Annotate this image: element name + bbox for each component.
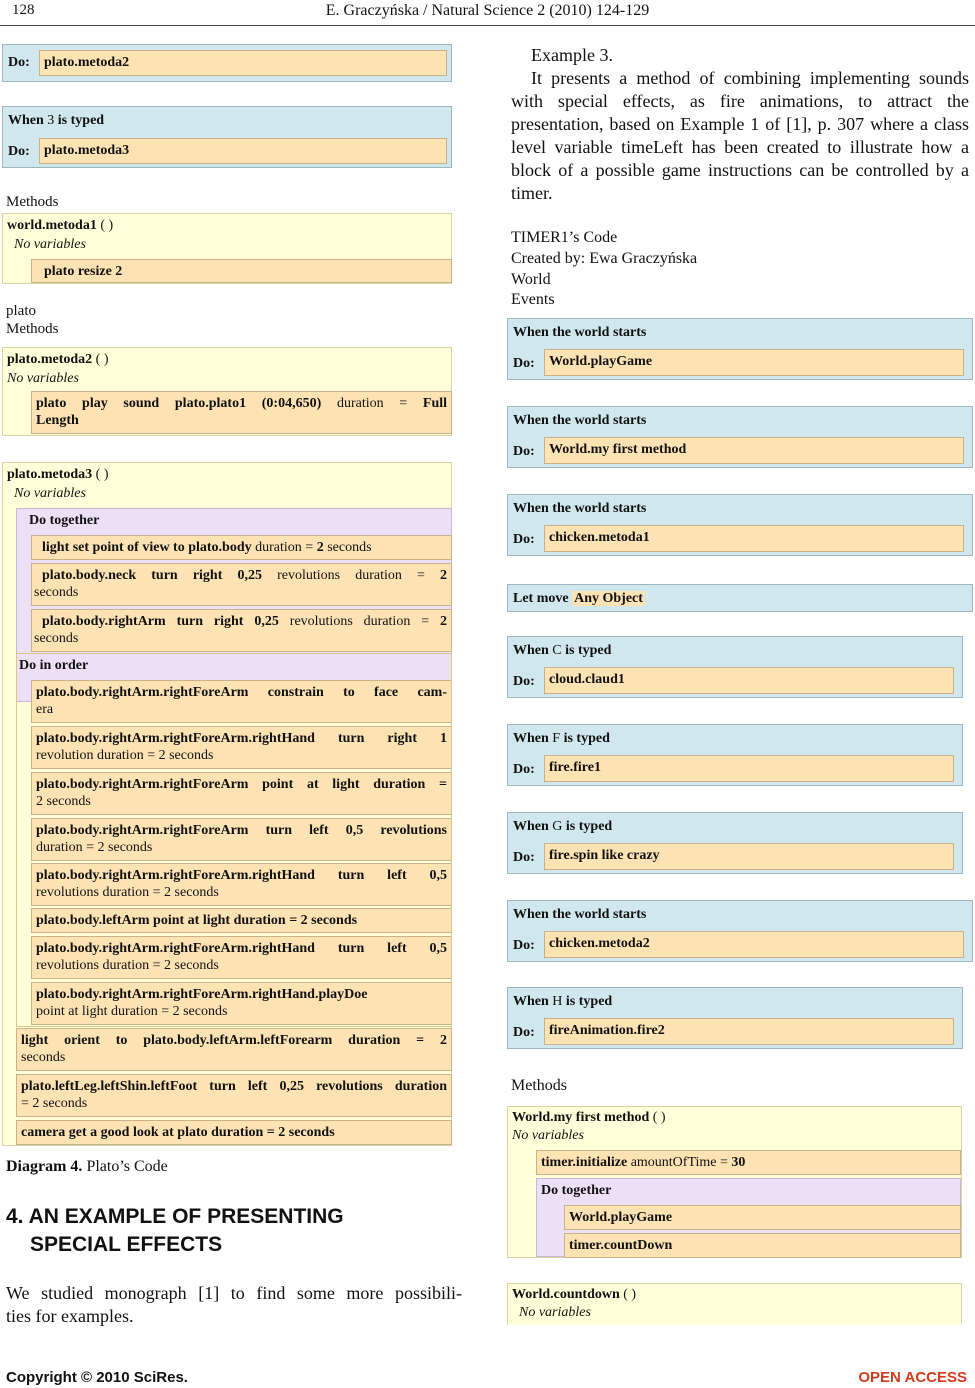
event-block — [507, 318, 973, 380]
do-label: Do: — [8, 55, 30, 70]
running-title: E. Graczyńska / Natural Science 2 (2010) 124-129 — [325, 2, 650, 19]
no-variables: No variables — [7, 371, 79, 386]
method-header: World.my first method ( ) — [512, 1110, 666, 1125]
together-item: light set point of view to plato.body duration = 2 seconds — [31, 535, 452, 560]
do-label: Do: — [8, 144, 30, 159]
together-item: plato.body.rightArm turn right 0,25 revolutions duration = 2 seconds — [31, 609, 452, 652]
open-access-label: OPEN ACCESS — [858, 1369, 967, 1386]
no-variables: No variables — [14, 237, 86, 252]
statement-timer-initialize: timer.initialize amountOfTime = 30 — [536, 1150, 961, 1175]
do-label: Do: — [513, 674, 535, 689]
do-in-order-label: Do in order — [19, 658, 89, 673]
event-title: When 3 is typed — [8, 113, 105, 128]
do-label: Do: — [513, 444, 535, 459]
do-statement: World.my first method — [544, 437, 964, 464]
do-label: Do: — [513, 1025, 535, 1040]
order-item: plato.body.rightArm.rightForeArm.rightHand turn left 0,5 revolutions duration = 2 seconds — [31, 936, 452, 979]
methods-label: Methods — [6, 321, 59, 337]
do-label: Do: — [513, 762, 535, 777]
together-item: timer.countDown — [564, 1233, 961, 1258]
event-title: When the world starts — [513, 413, 647, 428]
code-title: TIMER1’s Code — [511, 229, 618, 246]
together-item: plato.body.neck turn right 0,25 revolutions duration = 2 seconds — [31, 563, 452, 606]
do-statement: World.playGame — [544, 349, 964, 376]
header-rule — [0, 25, 975, 26]
figure-caption: Diagram 4. Plato’s Code — [6, 1158, 168, 1175]
method-world-metoda1 — [2, 213, 452, 284]
event-block — [507, 724, 963, 786]
section-heading: 4. AN EXAMPLE OF PRESENTING SPECIAL EFFECTS — [6, 1205, 344, 1256]
method-header: World.countdown ( ) — [512, 1287, 637, 1302]
do-label: Do: — [513, 938, 535, 953]
copyright: Copyright © 2010 SciRes. — [6, 1369, 188, 1386]
do-statement: fireAnimation.fire2 — [544, 1018, 954, 1045]
do-plato-metoda2-block — [2, 44, 452, 82]
methods-label: Methods — [6, 194, 59, 210]
method-plato-metoda3 — [2, 462, 452, 1146]
event-title: When the world starts — [513, 501, 647, 516]
event-block — [507, 494, 973, 556]
do-statement: chicken.metoda2 — [544, 931, 964, 958]
do-label: Do: — [513, 850, 535, 865]
order-item: plato.body.rightArm.rightForeArm.rightHand turn right 1 revolution duration = 2 seconds — [31, 726, 452, 769]
do-together-label: Do together — [29, 513, 100, 528]
tail-item: light orient to plato.body.leftArm.leftForearm duration = 2 seconds — [16, 1028, 452, 1071]
do-statement: fire.fire1 — [544, 755, 954, 782]
no-variables: No variables — [14, 486, 86, 501]
event-title: When C is typed — [513, 643, 612, 658]
do-label: Do: — [513, 356, 535, 371]
order-item: plato.body.rightArm.rightForeArm turn left 0,5 revolutions duration = 2 seconds — [31, 818, 452, 861]
tail-item: plato.leftLeg.leftShin.leftFoot turn left 0,25 revolutions duration = 2 seconds — [16, 1074, 452, 1117]
event-title: When the world starts — [513, 907, 647, 922]
let-move-block — [507, 584, 973, 612]
page-number: 128 — [12, 2, 35, 18]
do-statement: chicken.metoda1 — [544, 525, 964, 552]
statement-play-sound: plato play sound plato.plato1 (0:04,650) duration = Full Length — [31, 391, 452, 434]
event-when-3-typed — [2, 106, 452, 168]
method-world-countdown — [507, 1283, 962, 1325]
event-block — [507, 812, 963, 874]
do-statement: fire.spin like crazy — [544, 843, 954, 870]
event-block — [507, 636, 963, 698]
paragraph: We studied monograph [1] to find some more possibili- ties for examples. — [6, 1283, 462, 1326]
do-statement: plato.metoda3 — [39, 138, 447, 164]
order-item: plato.body.rightArm.rightForeArm.rightHand turn left 0,5 revolutions duration = 2 seconds — [31, 863, 452, 906]
event-title: When F is typed — [513, 731, 610, 746]
event-block — [507, 987, 963, 1049]
method-plato-metoda2 — [2, 347, 452, 436]
do-together-block: Do together — [536, 1178, 961, 1257]
method-header: plato.metoda3 ( ) — [7, 467, 109, 482]
order-item: plato.body.rightArm.rightForeArm constrain to face cam- era — [31, 680, 452, 723]
method-my-first-method — [507, 1106, 962, 1258]
order-item: plato.body.rightArm.rightForeArm.rightHand.playDoe point at light duration = 2 seconds — [31, 982, 452, 1025]
no-variables: No variables — [519, 1305, 591, 1320]
tail-item: camera get a good look at plato duration = 2 seconds — [16, 1120, 452, 1145]
example-title: Example 3. — [531, 45, 613, 65]
event-block — [507, 900, 973, 962]
world-label: World — [511, 271, 551, 288]
order-item: plato.body.leftArm point at light duration = 2 seconds — [31, 908, 452, 933]
event-title: When H is typed — [513, 994, 613, 1009]
event-block — [507, 406, 973, 468]
method-header: plato.metoda2 ( ) — [7, 352, 109, 367]
together-item: World.playGame — [564, 1205, 961, 1230]
events-label: Events — [511, 291, 555, 308]
do-statement: cloud.claud1 — [544, 667, 954, 694]
method-header: world.metoda1 ( ) — [7, 218, 114, 233]
event-title: When the world starts — [513, 325, 647, 340]
do-label: Do: — [513, 532, 535, 547]
statement-plato-resize: plato resize 2 — [31, 259, 452, 283]
example-paragraph: It presents a method of combining implementing sounds with special effects, as fire animations, to attract the presentation, based on Example 1 of [1], p. 307 where a class level variable timeLeft has been created to illustrate how a block of a possible game instructions can be controlled by a timer. — [511, 68, 969, 203]
created-by: Created by: Ewa Graczyńska — [511, 250, 698, 267]
event-title: When G is typed — [513, 819, 613, 834]
no-variables: No variables — [512, 1128, 584, 1143]
do-statement: plato.metoda2 — [39, 50, 447, 76]
order-item: plato.body.rightArm.rightForeArm point at light duration = 2 seconds — [31, 772, 452, 815]
methods-label: Methods — [511, 1077, 567, 1094]
let-move-text: Let move Any Object — [513, 591, 643, 606]
object-label: plato — [6, 303, 36, 319]
